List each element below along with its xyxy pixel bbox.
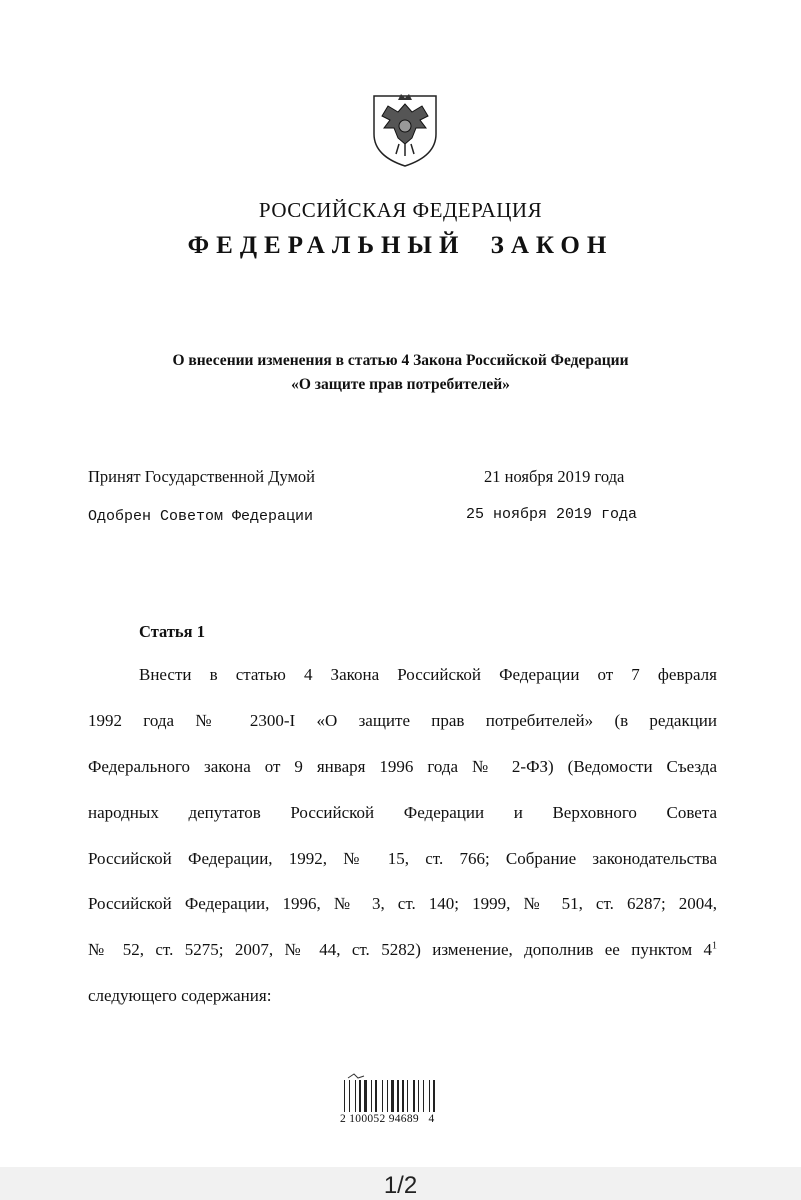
barcode-bar	[382, 1080, 383, 1112]
page-indicator: 1/2	[383, 1172, 418, 1199]
barcode-bar	[349, 1080, 350, 1112]
barcode-bar	[402, 1080, 404, 1112]
country-heading: РОССИЙСКАЯ ФЕДЕРАЦИЯ	[258, 198, 543, 222]
barcode-bar	[407, 1080, 408, 1112]
body-line: Российской Федерации, 1992, № 15, ст. 766; Собрание законодательства	[88, 849, 717, 868]
body-line: народных депутатов Российской Федерации и Верховного Совета	[88, 803, 717, 822]
barcode-bar	[397, 1080, 399, 1112]
barcode-mark	[348, 1074, 364, 1078]
article-heading: Статья 1	[139, 622, 205, 641]
body-line: следующего содержания:	[88, 986, 272, 1005]
barcode-bar	[344, 1080, 345, 1112]
adopted-by-duma-label: Принят Государственной Думой	[88, 467, 316, 486]
barcode-bar	[423, 1080, 424, 1112]
adopted-by-duma-date: 21 ноября 2019 года	[484, 467, 625, 486]
barcode-bar	[391, 1080, 394, 1112]
barcode-bar	[359, 1080, 361, 1112]
body-line: 1992 года № 2300-I «О защите прав потребителей» (в редакции	[88, 711, 717, 730]
barcode-bar	[371, 1080, 372, 1112]
approved-by-council-label: Одобрен Советом Федерации	[88, 508, 314, 525]
barcode-bar	[355, 1080, 356, 1112]
barcode-bar	[413, 1080, 415, 1112]
barcode-bar	[387, 1080, 388, 1112]
body-line: № 52, ст. 5275; 2007, № 44, ст. 5282) изменение, дополнив ее пунктом $4^1$	[88, 940, 717, 959]
law-title-line-1: О внесении изменения в статью 4 Закона Российской Федерации	[172, 352, 629, 369]
barcode-bar	[429, 1080, 430, 1112]
law-title-line-2: «О защите прав потребителей»	[291, 376, 510, 393]
body-line: Федерального закона от 9 января 1996 года № 2-ФЗ) (Ведомости Съезда	[88, 757, 717, 776]
law-type-heading: ФЕДЕРАЛЬНЫЙ ЗАКОН	[187, 232, 614, 259]
body-line: Внести в статью 4 Закона Российской Федерации от 7 февраля	[139, 665, 717, 684]
body-line: Российской Федерации, 1996, № 3, ст. 140; 1999, № 51, ст. 6287; 2004,	[88, 894, 717, 913]
barcode-number: 2 100052 94689 4	[340, 1113, 435, 1125]
superscript: 1	[712, 940, 717, 952]
russian-coat-of-arms-emblem	[368, 82, 442, 168]
barcode-bar	[433, 1080, 435, 1112]
barcode-bar	[418, 1080, 419, 1112]
approved-by-council-date: 25 ноября 2019 года	[466, 506, 638, 523]
barcode-bar	[364, 1080, 367, 1112]
barcode-bar	[375, 1080, 377, 1112]
